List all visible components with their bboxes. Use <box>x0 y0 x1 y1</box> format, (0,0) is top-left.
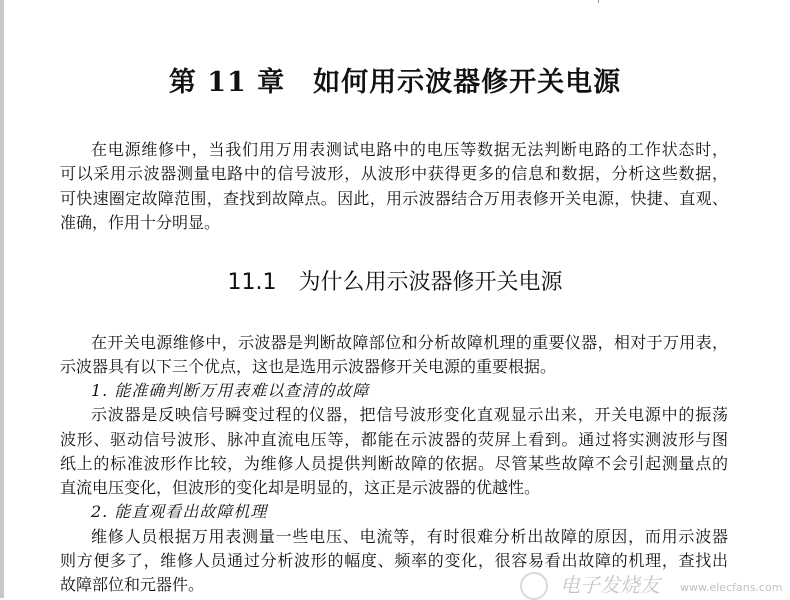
page-mark <box>598 0 599 3</box>
item-heading: 2. 能直观看出故障机理 <box>91 502 268 521</box>
watermark-url: www.elecfans.com <box>680 581 783 594</box>
paragraph-line: 示波器具有以下三个优点，这也是选用示波器修开关电源的重要根据。 <box>60 357 557 376</box>
paragraph-line: 波形、驱动信号波形、脉冲直流电压等，都能在示波器的荧屏上看到。通过将实测波形与图 <box>60 430 728 449</box>
paragraph-line: 维修人员根据万用表测量一些电压、电流等，有时很难分析出故障的原因，而用示波器 <box>91 527 728 546</box>
paragraph-line: 在开关电源维修中，示波器是判断故障部位和分析故障机理的重要仪器，相对于万用表， <box>91 333 728 352</box>
paragraph-line: 在电源维修中，当我们用万用表测试电路中的电压等数据无法判断电路的工作状态时， <box>91 140 728 159</box>
paragraph-line: 可以采用示波器测量电路中的信号波形，从波形中获得更多的信息和数据，分析这些数据， <box>60 164 728 183</box>
watermark-logo-icon <box>520 572 548 600</box>
paragraph-line: 则方便多了，维修人员通过分析波形的幅度、频率的变化，很容易看出故障的机理，查找出 <box>60 551 728 570</box>
chapter-title: 第 11 章 如何用示波器修开关电源 <box>168 67 622 98</box>
paragraph-line: 直流电压变化，但波形的变化却是明显的，这正是示波器的优越性。 <box>60 478 541 497</box>
paragraph-line: 准确，作用十分明显。 <box>60 213 221 232</box>
paragraph-line: 可快速圈定故障范围，查找到故障点。因此，用示波器结合万用表修开关电源，快捷、直观、 <box>60 189 728 208</box>
paragraph-line: 示波器是反映信号瞬变过程的仪器，把信号波形变化直观显示出来，开关电源中的振荡 <box>91 405 728 424</box>
watermark-logo: 电子发烧友 <box>560 573 660 597</box>
paragraph-line: 故障部位和元器件。 <box>60 575 205 594</box>
paragraph-line: 纸上的标准波形作比较，为维修人员提供判断故障的依据。尽管某些故障不会引起测量点的 <box>60 454 728 473</box>
item-heading: 1. 能准确判断万用表难以查清的故障 <box>91 381 370 400</box>
section-title: 11.1 为什么用示波器修开关电源 <box>227 270 563 295</box>
